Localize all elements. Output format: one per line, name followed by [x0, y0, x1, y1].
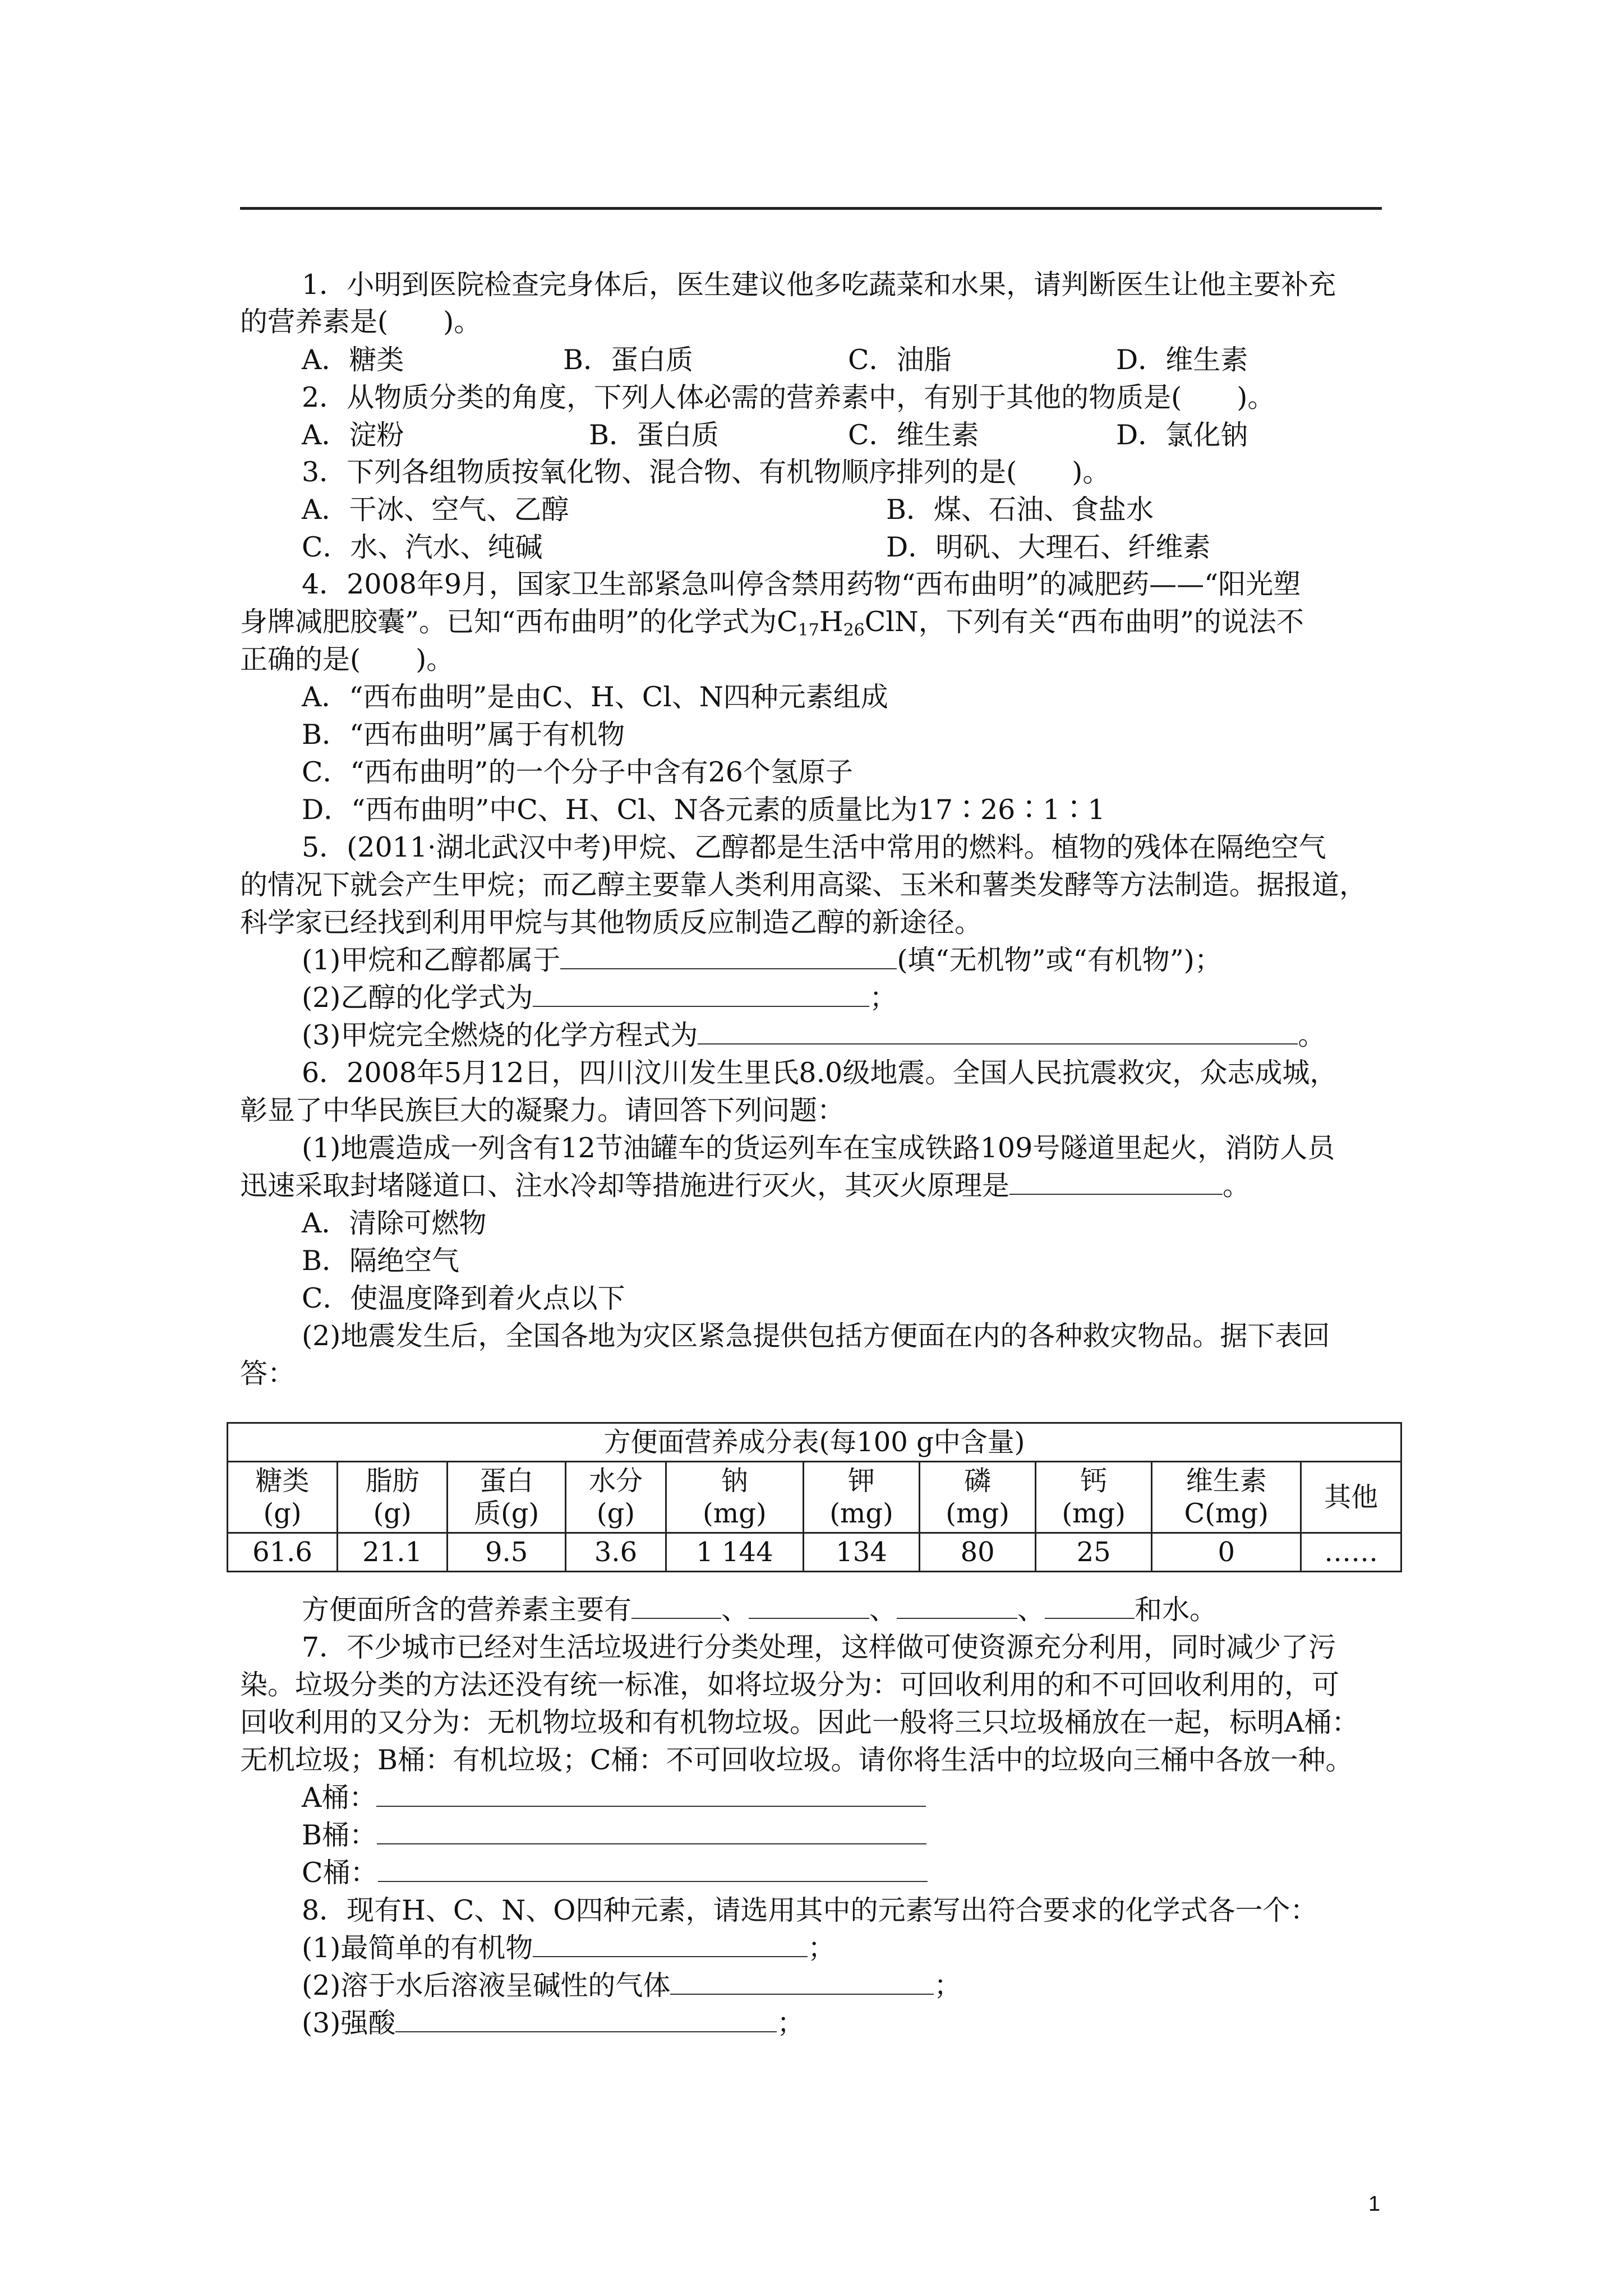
q6-part2-line1: (2)地震发生后，全国各地为灾区紧急提供包括方便面在内的各种救灾物品。据下表回 [302, 1320, 1330, 1352]
answer-blank[interactable] [560, 942, 897, 969]
q7-line2: 染。垃圾分类的方法还没有统一标准，如将垃圾分为：可回收利用的和不可回收利用的，可 [240, 1669, 1340, 1701]
q4-option-a: A．“西布曲明”是由C、H、Cl、N四种元素组成 [302, 681, 888, 713]
q4-line2: 身牌减肥胶囊”。已知“西布曲明”的化学式为$C_{17}H_{26}ClN$，下列有关“西布曲明”的说法不 [240, 606, 1304, 640]
table-header: 蛋白 质(g) [448, 1462, 566, 1533]
answer-blank[interactable] [376, 1780, 926, 1807]
q3-option-a: A．干冰、空气、乙醇 [302, 494, 569, 526]
q1-option-b: B．蛋白质 [563, 344, 694, 376]
q6-option-a: A．清除可燃物 [302, 1207, 487, 1239]
q5-line3: 科学家已经找到利用甲烷与其他物质反应制造乙醇的新途径。 [240, 907, 983, 938]
q1-option-c: C．油脂 [848, 344, 952, 376]
q5-part2: (2)乙醇的化学式为 ； [302, 979, 897, 1017]
after-table-line: 方便面所含的营养素主要有 、 、 、 和水。 [302, 1591, 1217, 1629]
q1-option-a: A．糖类 [302, 344, 404, 376]
table-header: 钠 (mg) [666, 1462, 803, 1533]
header-rule [240, 207, 1382, 210]
q6-line1: 6．2008年5月12日，四川汶川发生里氏8.0级地震。全国人民抗震救灾，众志成城， [302, 1057, 1338, 1089]
table-cell: 21.1 [338, 1533, 448, 1572]
q7-line4: 无机垃圾；B桶：有机垃圾；C桶：不可回收垃圾。请你将生活中的垃圾向三桶中各放一种。 [240, 1744, 1353, 1776]
table-header: 钾 (mg) [804, 1462, 920, 1533]
answer-blank[interactable] [1009, 1168, 1223, 1195]
q6-option-b: B．隔绝空气 [302, 1245, 460, 1277]
q4-option-c: C．“西布曲明”的一个分子中含有26个氢原子 [302, 756, 853, 788]
q7-line3: 回收利用的又分为：无机物垃圾和有机物垃圾。因此一般将三只垃圾桶放在一起，标明A桶： [240, 1706, 1359, 1738]
table-cell: 25 [1036, 1533, 1152, 1572]
table-cell: 1 144 [666, 1533, 803, 1572]
answer-blank[interactable] [631, 1592, 721, 1619]
table-header: 磷 (mg) [920, 1462, 1036, 1533]
q2-line1: 2．从物质分类的角度，下列人体必需的营养素中，有别于其他的物质是( )。 [302, 381, 1275, 413]
q4-line3: 正确的是( )。 [240, 643, 454, 675]
q2-option-c: C．维生素 [848, 419, 979, 451]
table-header: 脂肪 (g) [338, 1462, 448, 1533]
q6-line2: 彰显了中华民族巨大的凝聚力。请回答下列问题： [240, 1094, 845, 1126]
q4-line1: 4．2008年9月，国家卫生部紧急叫停含禁用药物“西布曲明”的减肥药——“阳光塑 [302, 568, 1301, 600]
q1-line1: 1．小明到医院检查完身体后，医生建议他多吃蔬菜和水果，请判断医生让他主要补充 [302, 269, 1336, 301]
table-cell: 9.5 [448, 1533, 566, 1572]
q2-option-b: B．蛋白质 [589, 419, 720, 451]
table-cell: 3.6 [566, 1533, 666, 1572]
nutrition-table [227, 1422, 1402, 1572]
q3-option-c: C．水、汽水、纯碱 [302, 531, 543, 563]
q3-option-d: D．明矾、大理石、纤维素 [886, 531, 1211, 563]
table-cell: 61.6 [228, 1533, 338, 1572]
q7-bin-a: A桶： [302, 1779, 926, 1817]
table-header-row [228, 1462, 1401, 1533]
table-cell: 80 [920, 1533, 1036, 1572]
q8-line1: 8．现有H、C、N、O四种元素，请选用其中的元素写出符合要求的化学式各一个： [302, 1894, 1318, 1926]
q5-line1: 5．(2011·湖北武汉中考)甲烷、乙醇都是生活中常用的燃料。植物的残体在隔绝空气 [302, 831, 1326, 863]
table-header: 钙 (mg) [1036, 1462, 1152, 1533]
q6-part1-line2: 迅速采取封堵隧道口、注水冷却等措施进行灭火，其灭火原理是 。 [240, 1167, 1250, 1205]
q6-part2-line2: 答： [240, 1358, 296, 1389]
q7-bin-b: B桶： [302, 1816, 926, 1855]
q7-bin-c: C桶： [302, 1854, 928, 1892]
q4-option-d: D．“西布曲明”中C、H、Cl、N各元素的质量比为17∶26∶1∶1 [302, 794, 1105, 826]
answer-blank[interactable] [395, 2005, 777, 2032]
q1-line2: 的营养素是( )。 [240, 306, 482, 338]
table-cell: …… [1301, 1533, 1401, 1572]
q1-option-d: D．维生素 [1116, 344, 1248, 376]
q5-line2: 的情况下就会产生甲烷；而乙醇主要靠人类利用高粱、玉米和薯类发酵等方法制造。据报道， [240, 869, 1367, 901]
q6-part1-line1: (1)地震造成一列含有12节油罐车的货运列车在宝成铁路109号隧道里起火，消防人员 [302, 1132, 1335, 1164]
table-header: 水分 (g) [566, 1462, 666, 1533]
answer-blank[interactable] [533, 980, 869, 1007]
q6-option-c: C．使温度降到着火点以下 [302, 1282, 625, 1314]
q4-option-b: B．“西布曲明”属于有机物 [302, 719, 625, 751]
answer-blank[interactable] [377, 1818, 926, 1844]
q8-part3: (3)强酸 ； [302, 2004, 804, 2042]
q2-option-a: A．淀粉 [302, 419, 404, 451]
table-header: 维生素 C(mg) [1152, 1462, 1301, 1533]
answer-blank[interactable] [670, 1968, 934, 1995]
answer-blank[interactable] [698, 1018, 1298, 1045]
answer-blank[interactable] [749, 1592, 869, 1619]
answer-blank[interactable] [533, 1930, 808, 1957]
answer-blank[interactable] [1045, 1592, 1135, 1619]
q8-part1: (1)最简单的有机物 ； [302, 1929, 835, 1967]
q3-option-b: B．煤、石油、食盐水 [886, 494, 1154, 526]
table-header: 糖类 (g) [228, 1462, 338, 1533]
table-cell: 0 [1152, 1533, 1301, 1572]
q5-part1: (1)甲烷和乙醇都属于 (填“无机物”或“有机物”)； [302, 941, 1222, 979]
q3-line1: 3．下列各组物质按氧化物、混合物、有机物顺序排列的是( )。 [302, 456, 1110, 488]
table-header: 其他 [1301, 1462, 1401, 1533]
table-title: 方便面营养成分表(每100 g中含量) [228, 1423, 1401, 1462]
answer-blank[interactable] [897, 1592, 1017, 1619]
table-cell: 134 [804, 1533, 920, 1572]
answer-blank[interactable] [378, 1855, 928, 1882]
q2-option-d: D．氯化钠 [1116, 419, 1248, 451]
q5-part3: (3)甲烷完全燃烧的化学方程式为 。 [302, 1016, 1325, 1055]
q8-part2: (2)溶于水后溶液呈碱性的气体 ； [302, 1967, 961, 2005]
q7-line1: 7．不少城市已经对生活垃圾进行分类处理，这样做可使资源充分利用，同时减少了污 [302, 1631, 1336, 1663]
table-row [228, 1533, 1401, 1572]
page-number: 1 [1368, 2192, 1381, 2216]
